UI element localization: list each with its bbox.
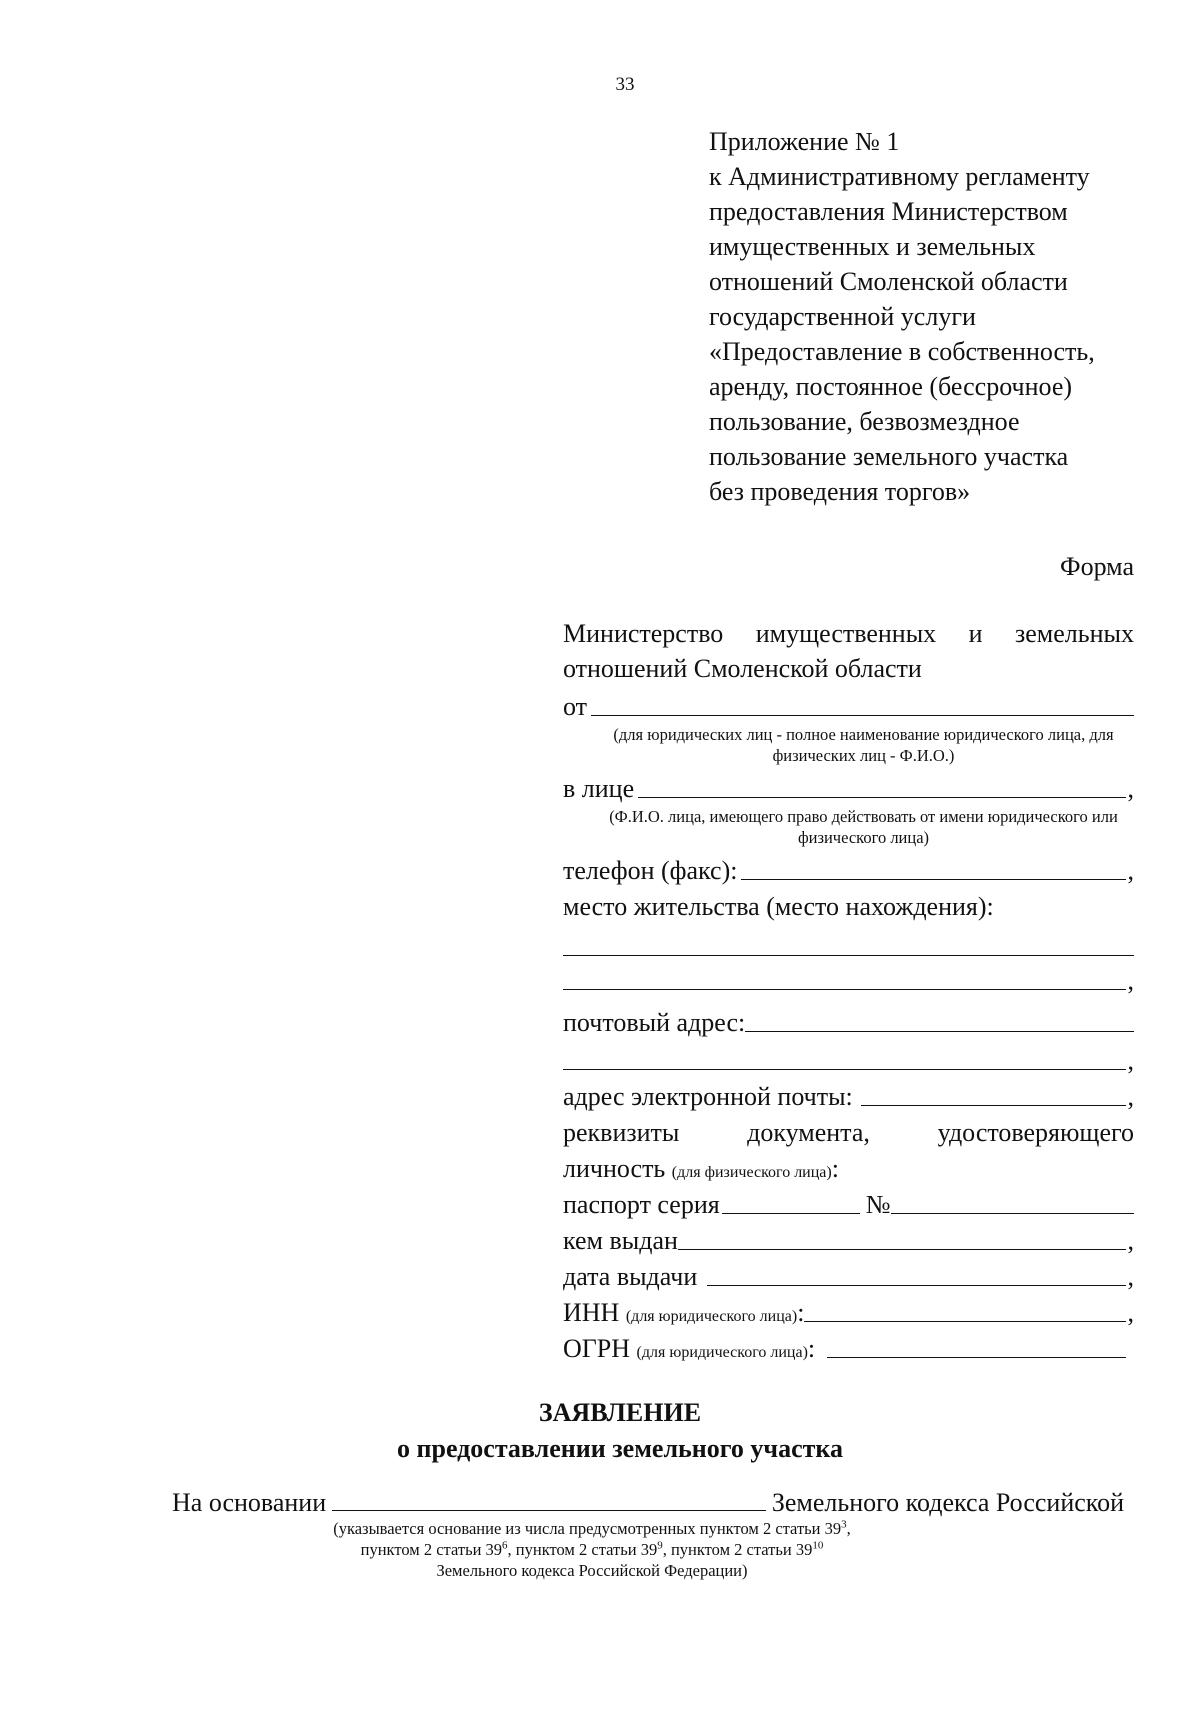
inn-note: (для юридического лица) [625,1308,798,1325]
residence-label: место жительства (место нахождения): [563,892,994,921]
comma: , [1127,1082,1134,1111]
email-label: адрес электронной почты: [563,1082,853,1111]
inn-label: ИНН (для юридического лица): [563,1298,805,1327]
passport-label: паспорт серия [563,1190,720,1219]
residence-line-2 [563,962,1134,996]
basis-label: На основании [172,1488,327,1517]
from-label: от [563,692,588,721]
appendix-line: государственной услуги [709,302,976,331]
form-label: Форма [1060,552,1134,581]
basis-hint: (указывается основание из числа предусмотренных пунктом 2 статьи $39^3$, пунктом 2 статьи $39^6$, пунктом 2 статьи $39^9$, пунктом 2 статьи $39^{10}$ Земельного кодекса Российской Федерации) [333,1518,851,1580]
ogrn-field[interactable] [827,1357,1126,1358]
number-sign: № [865,1190,891,1219]
ministry-name: Министерство имущественных и земельных отношений Смоленской области [563,619,1134,683]
person-field[interactable] [638,797,1125,798]
ogrn-note: (для юридического лица) [636,1344,808,1361]
email-field[interactable] [861,1105,1126,1106]
basis-after: Земельного кодекса Российской [771,1488,1124,1517]
from-row [563,688,1134,722]
issued-by-field[interactable] [678,1249,1126,1250]
appendix-line: предоставления Министерством [709,197,1068,226]
postal-line-2 [563,1038,1134,1076]
statement-title [0,1395,1200,1467]
comma: , [1127,1046,1134,1075]
from-hint: (для юридических лиц - полное наименование юридического лица, для физических лиц - Ф.И.О.) [613,725,1114,765]
residence-line-1 [563,922,1134,962]
identity-label: личность (для физического лица): [563,1154,839,1183]
ogrn-row [563,1330,1134,1364]
issue-date-label: дата выдачи [563,1262,698,1291]
appendix-line: пользование земельного участка [709,442,1069,471]
passport-series-field[interactable] [722,1213,860,1214]
phone-row [563,852,1134,886]
passport-row [563,1186,1134,1220]
person-label: в лице [563,774,635,803]
id-doc-word: документа, [747,1118,870,1147]
comma: , [1127,966,1134,995]
appendix-line: пользование, безвозмездное [709,407,1020,436]
appendix-line: имущественных и земельных [709,232,1036,261]
appendix-line: к Административному регламенту [709,162,1090,191]
page-number: 33 [615,74,635,95]
appendix-line: отношений Смоленской области [709,267,1068,296]
issued-by-row [563,1222,1134,1256]
appendix-line: аренду, постоянное (бессрочное) [709,372,1073,401]
id-doc-row [563,1112,1134,1148]
inn-row [563,1294,1134,1328]
appendix-block [709,124,1169,509]
phone-label: телефон (факс): [563,856,738,885]
basis-row [172,1482,1124,1518]
passport-number-field[interactable] [891,1213,1134,1214]
appendix-line: Приложение № 1 [709,127,900,156]
issue-date-field[interactable] [707,1285,1125,1286]
basis-block [172,1482,1124,1581]
phone-field[interactable] [741,879,1125,880]
from-field[interactable] [591,715,1134,716]
comma: , [1127,856,1134,885]
comma: , [1127,1298,1134,1327]
identity-note: (для физического лица) [671,1164,832,1181]
statement-subheading: о предоставлении земельного участка [397,1434,843,1463]
comma: , [1127,1226,1134,1255]
basis-field[interactable] [332,1510,766,1511]
person-row [563,770,1134,804]
ogrn-label: ОГРН (для юридического лица): [563,1334,816,1363]
comma: , [1127,1262,1134,1291]
issued-by-label: кем выдан [563,1226,678,1255]
residence-row [563,888,1134,922]
postal-field-2[interactable] [563,1069,1126,1070]
comma: , [1127,774,1134,803]
postal-row [563,998,1134,1038]
residence-field-2[interactable] [563,989,1126,990]
inn-field[interactable] [804,1321,1125,1322]
appendix-line: без проведения торгов» [709,477,971,506]
id-doc-word: удостоверяющего [937,1118,1134,1147]
identity-row [563,1150,1134,1184]
issue-date-row [563,1258,1134,1292]
appendix-line: «Предоставление в собственность, [709,337,1095,366]
residence-field-1[interactable] [563,955,1134,956]
statement-heading: ЗАЯВЛЕНИЕ [538,1398,702,1427]
person-hint: (Ф.И.О. лица, имеющего право действовать от имени юридического или физического лица) [609,807,1118,847]
addressee-block [563,616,1134,1364]
postal-label: почтовый адрес: [563,1008,746,1037]
postal-field-1[interactable] [745,1031,1134,1032]
id-doc-word: реквизиты [563,1118,680,1147]
email-row [563,1078,1134,1112]
